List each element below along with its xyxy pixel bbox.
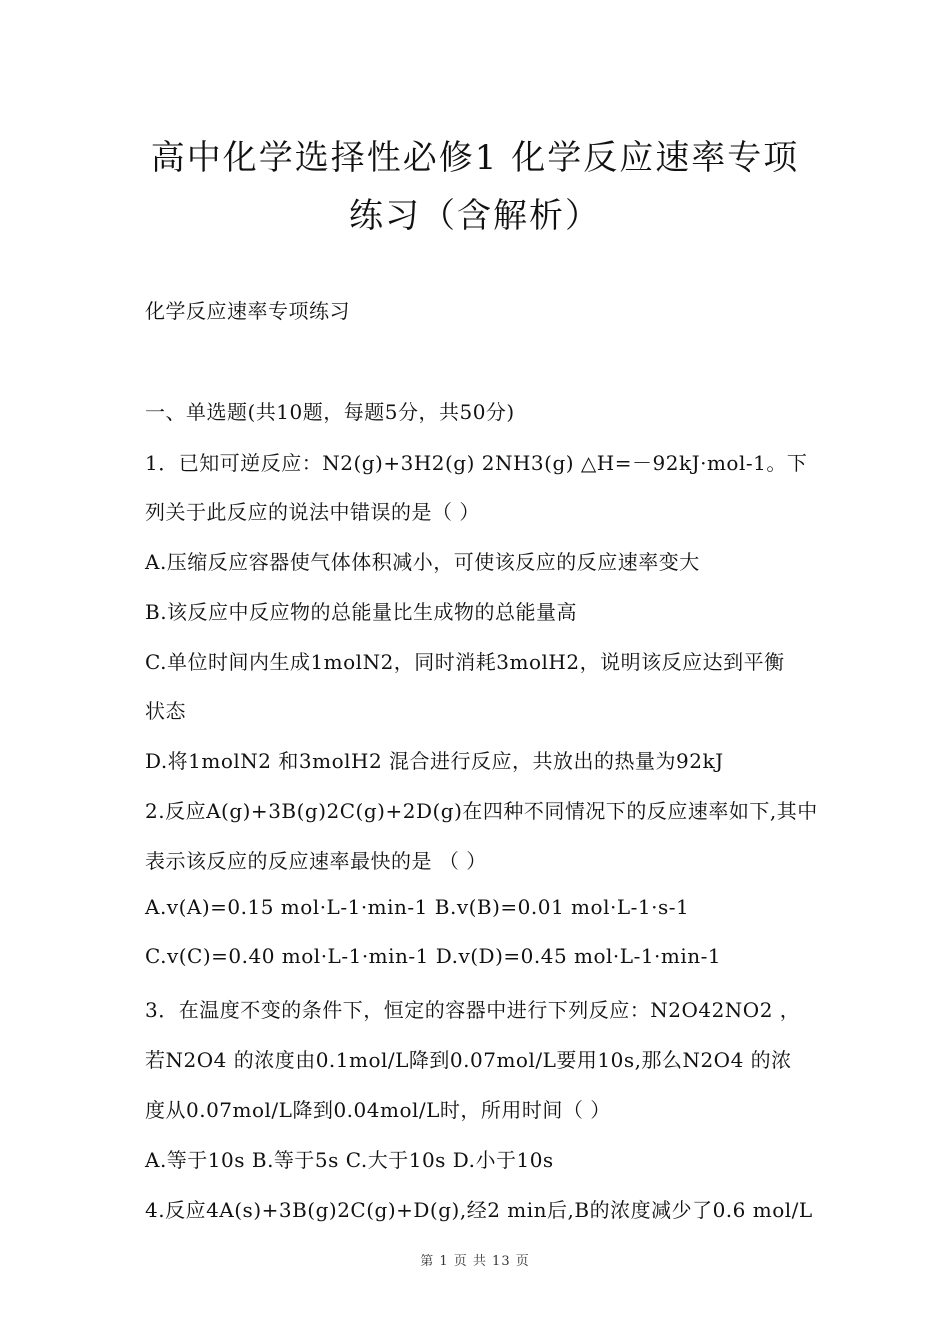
option-line: A.压缩反应容器使气体体积减小，可使该反应的反应速率变大 [145,550,700,574]
subtitle: 化学反应速率专项练习 [145,299,350,323]
question-line: 2.反应A(g)+3B(g)2C(g)+2D(g)在四种不同情况下的反应速率如下,其中 [145,799,818,823]
question-line: 4.反应4A(s)+3B(g)2C(g)+D(g),经2 min后,B的浓度减少了0.6 mol/L [145,1198,813,1222]
option-line: C.v(C)=0.40 mol·L-1·min-1 D.v(D)=0.45 mol·L-1·min-1 [145,944,722,968]
option-line: A.v(A)=0.15 mol·L-1·min-1 B.v(B)=0.01 mol·L-1·s-1 [145,895,690,919]
option-line: C.单位时间内生成1molN2，同时消耗3molH2，说明该反应达到平衡 [145,650,785,674]
section-heading: 一、单选题(共10题，每题5分，共50分) [145,400,515,424]
question-line: 1．已知可逆反应：N2(g)+3H2(g) 2NH3(g) △H=－92kJ·mol-1。下 [145,451,808,475]
question-line: 列关于此反应的说法中错误的是（ ） [145,500,480,524]
document-title-line-1: 高中化学选择性必修1 化学反应速率专项 [150,138,800,178]
option-line: 状态 [145,699,186,723]
question-line: 表示该反应的反应速率最快的是 （ ） [145,849,487,873]
question-line: 度从0.07mol/L降到0.04mol/L时，所用时间（ ） [145,1098,611,1122]
document-title-line-2: 练习（含解析） [349,196,601,236]
question-line: 3．在温度不变的条件下，恒定的容器中进行下列反应：N2O42NO2 ， [145,998,801,1022]
option-line: B.该反应中反应物的总能量比生成物的总能量高 [145,600,578,624]
option-line: A.等于10s B.等于5s C.大于10s D.小于10s [145,1148,554,1172]
question-line: 若N2O4 的浓度由0.1mol/L降到0.07mol/L要用10s,那么N2O4 的浓 [145,1048,792,1072]
page-footer: 第 1 页 共 13 页 [420,1254,530,1269]
option-line: D.将1molN2 和3molH2 混合进行反应，共放出的热量为92kJ [145,749,724,773]
